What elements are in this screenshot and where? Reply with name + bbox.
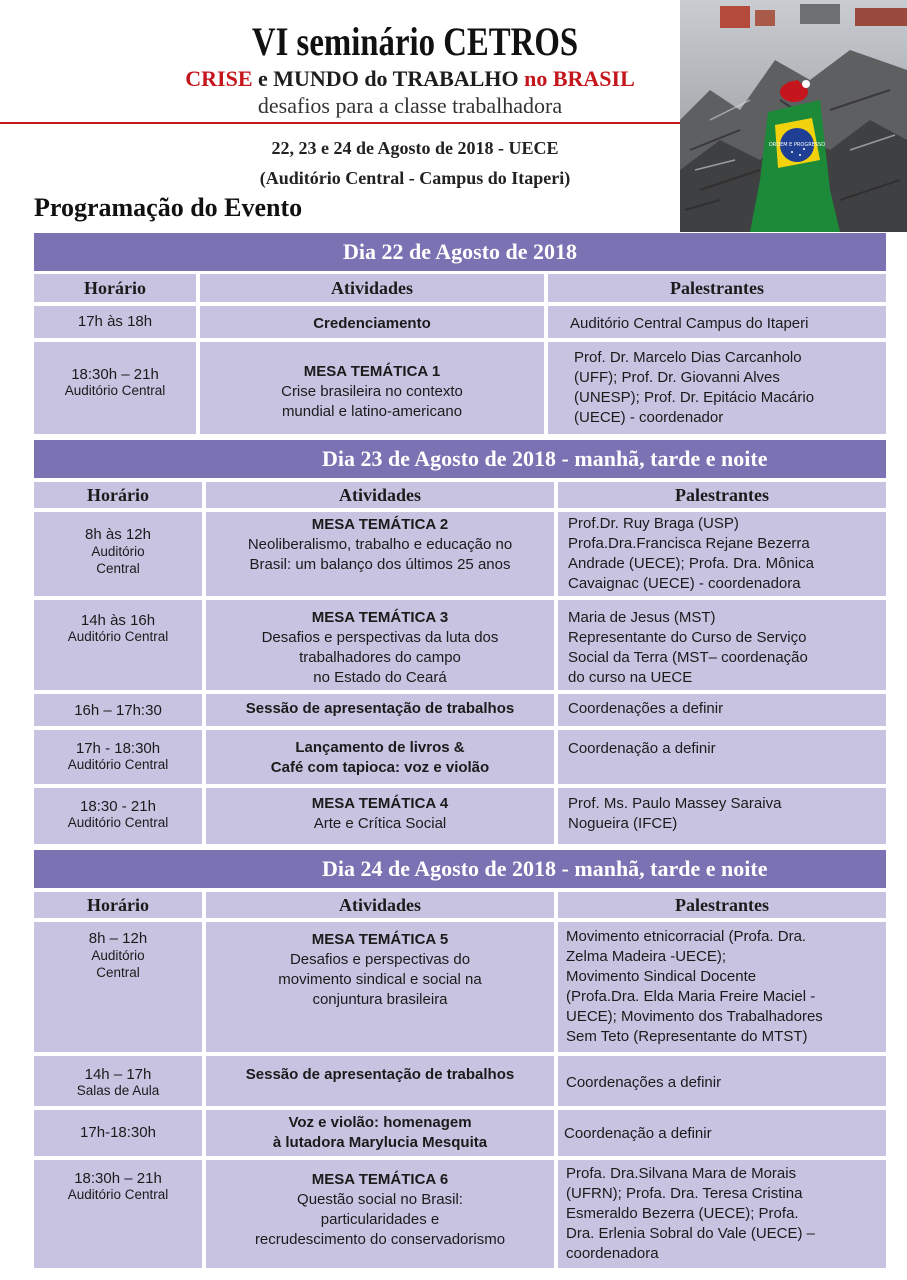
column-header-time: Horário [34, 274, 196, 302]
subtitle-word: MUNDO [273, 66, 359, 91]
speaker-line: (UFF); Prof. Dr. Giovanni Alves [574, 369, 780, 386]
speaker-line: (UNESP); Prof. Dr. Epitácio Macário [574, 389, 815, 406]
time-cell [34, 730, 202, 784]
speakers-cell [558, 922, 886, 1052]
speaker-line: Prof. Dr. Marcelo Dias Carcanholo [574, 349, 802, 366]
place-text: Auditório Central [67, 815, 169, 830]
speaker-line: Social da Terra (MST– coordenação [568, 649, 808, 666]
activity-cell [206, 694, 554, 726]
activity-cell [206, 1160, 554, 1268]
place-text: Salas de Aula [76, 1083, 160, 1098]
time-text: 18:30 - 21h [80, 798, 156, 815]
time-text: 14h às 16h [80, 612, 156, 629]
speaker-line: Prof.Dr. Ruy Braga (USP) [568, 515, 739, 532]
time-text: 17h - 18:30h [75, 740, 161, 757]
column-header-time: Horário [34, 892, 202, 918]
activity-title: Sessão de apresentação de trabalhos [245, 700, 515, 717]
subtitle-word: CRISE [185, 66, 253, 91]
speakers-cell [558, 1110, 886, 1156]
speakers-cell [558, 730, 886, 784]
event-dates: 22, 23 e 24 de Agosto de 2018 - UECE [271, 138, 559, 158]
activity-title: Lançamento de livros & [295, 739, 465, 756]
activity-desc: à lutadora Marylucia Mesquita [272, 1134, 488, 1151]
speaker-line: Coordenação a definir [568, 740, 716, 757]
column-header-speakers: Palestrantes [548, 274, 886, 302]
speaker-line: Zelma Madeira -UECE); [566, 948, 727, 965]
time-cell [34, 342, 196, 434]
time-cell [34, 694, 202, 726]
time-text: 17h-18:30h [80, 1124, 156, 1141]
activity-title: MESA TEMÁTICA 3 [311, 609, 449, 626]
day-1-banner [34, 233, 886, 271]
speakers-cell [558, 788, 886, 844]
time-text: 14h – 17h [84, 1066, 152, 1083]
speaker-line: Cavaignac (UECE) - coordenadora [568, 575, 801, 592]
column-header-activities: Atividades [200, 274, 544, 302]
day-3-banner [34, 850, 886, 888]
day-title: Dia 24 de Agosto de 2018 - manhã, tarde e noite [322, 856, 768, 881]
time-text: 17h às 18h [77, 313, 153, 330]
speaker-line: Coordenação a definir [564, 1125, 712, 1142]
activity-cell [206, 1110, 554, 1156]
time-cell [34, 1110, 202, 1156]
activity-title: Credenciamento [313, 315, 431, 332]
activity-desc: conjuntura brasileira [312, 991, 448, 1008]
activity-title: Voz e violão: homenagem [288, 1114, 472, 1131]
speakers-cell [558, 600, 886, 690]
speaker-line: Profa.Dra.Francisca Rejane Bezerra [568, 535, 810, 552]
activity-title: MESA TEMÁTICA 4 [311, 795, 449, 812]
time-text: 8h às 12h [85, 526, 151, 543]
speaker-line: Auditório Central Campus do Itaperi [570, 315, 809, 332]
place-text: Auditório Central [67, 629, 169, 644]
day-2-table [34, 482, 886, 844]
speaker-line: Prof. Ms. Paulo Massey Saraiva [568, 795, 782, 812]
place-text: Auditório Central [91, 544, 145, 576]
activity-desc: Neoliberalismo, trabalho e educação no [247, 536, 513, 553]
flag-motto: ORDEM E PROGRESSO [768, 142, 826, 148]
speakers-cell [558, 1160, 886, 1268]
speaker-line: Sem Teto (Representante do MTST) [566, 1028, 808, 1045]
activity-cell [206, 730, 554, 784]
time-text: 18:30h – 21h [71, 366, 159, 383]
speakers-cell [548, 342, 886, 434]
column-header-time: Horário [34, 482, 202, 508]
speaker-line: Coordenações a definir [568, 700, 724, 717]
activity-desc: Brasil: um balanço dos últimos 25 anos [249, 556, 511, 573]
day-3-table [34, 892, 886, 1268]
column-header-speakers: Palestrantes [558, 892, 886, 918]
speaker-line: Coordenações a definir [566, 1074, 722, 1091]
speakers-cell [558, 1056, 886, 1106]
speaker-line: Movimento etnicorracial (Profa. Dra. [566, 928, 807, 945]
column-header-activities: Atividades [206, 482, 554, 508]
day-1-table [34, 274, 886, 436]
column-header-speakers: Palestrantes [558, 482, 886, 508]
activity-desc: Desafios e perspectivas da luta dos [261, 629, 499, 646]
place-text: Auditório Central [91, 948, 145, 980]
program-title: Programação do Evento [34, 193, 303, 222]
day-2-banner [34, 440, 886, 478]
header-divider [0, 122, 700, 124]
activity-desc: Café com tapioca: voz e violão [270, 759, 490, 776]
activity-desc: Arte e Crítica Social [313, 815, 447, 832]
place-text: Auditório Central [64, 383, 166, 398]
speaker-line: Maria de Jesus (MST) [568, 609, 716, 626]
header [0, 0, 907, 232]
speaker-line: (UFRN); Profa. Dra. Teresa Cristina [566, 1185, 803, 1202]
subtitle-word: TRABALHO [392, 66, 519, 91]
speaker-line: do curso na UECE [568, 669, 693, 686]
activity-cell [206, 1056, 554, 1106]
time-text: 16h – 17h:30 [74, 702, 162, 719]
header-photo [680, 0, 907, 232]
activity-desc: movimento sindical e social na [278, 971, 482, 988]
speaker-line: Representante do Curso de Serviço [568, 629, 807, 646]
subtitle-word: BRASIL [552, 66, 635, 91]
speakers-cell [558, 512, 886, 596]
time-cell [34, 922, 202, 1052]
activity-title: MESA TEMÁTICA 1 [303, 363, 441, 380]
activity-cell [206, 600, 554, 690]
time-cell [34, 306, 196, 338]
rubble-photo-illustration [680, 0, 907, 232]
activity-cell [200, 342, 544, 434]
activity-cell [200, 306, 544, 338]
speakers-cell [558, 694, 886, 726]
day-title: Dia 23 de Agosto de 2018 - manhã, tarde e noite [322, 446, 768, 471]
activity-desc: recrudescimento do conservadorismo [254, 1231, 506, 1248]
time-text: 18:30h – 21h [74, 1170, 162, 1187]
activity-desc: no Estado do Ceará [313, 669, 447, 686]
activity-desc: trabalhadores do campo [299, 649, 461, 666]
activity-desc: Questão social no Brasil: [297, 1191, 463, 1208]
activity-title: Sessão de apresentação de trabalhos [245, 1066, 515, 1083]
speaker-line: (UECE) - coordenador [574, 409, 724, 426]
speaker-line: Esmeraldo Bezerra (UECE); Profa. [566, 1205, 799, 1222]
activity-desc: Crise brasileira no contexto [281, 383, 463, 400]
event-venue: (Auditório Central - Campus do Itaperi) [259, 168, 571, 188]
time-cell [34, 788, 202, 844]
activity-cell [206, 922, 554, 1052]
speaker-line: Movimento Sindical Docente [566, 968, 757, 985]
activity-title: MESA TEMÁTICA 2 [311, 516, 449, 533]
time-cell [34, 600, 202, 690]
time-text: 8h – 12h [88, 930, 148, 947]
activity-desc: mundial e latino-americano [281, 403, 463, 420]
event-title: VI seminário CETROS [251, 19, 579, 64]
subtitle-word: do [358, 66, 393, 91]
day-title: Dia 22 de Agosto de 2018 [342, 239, 578, 264]
subtitle-word: no [518, 66, 553, 91]
activity-cell [206, 788, 554, 844]
speaker-line: Andrade (UECE); Profa. Dra. Mônica [568, 555, 814, 572]
subtitle-word: e [252, 66, 274, 91]
speaker-line: Nogueira (IFCE) [568, 815, 678, 832]
speaker-line: Profa. Dra.Silvana Mara de Morais [566, 1165, 797, 1182]
place-text: Auditório Central [67, 1187, 169, 1202]
activity-cell [206, 512, 554, 596]
time-cell [34, 1160, 202, 1268]
event-tagline: desafios para a classe trabalhadora [257, 93, 563, 118]
speaker-line: Dra. Erlenia Sobral do Vale (UECE) – [566, 1225, 815, 1242]
speaker-line: (Profa.Dra. Elda Maria Freire Maciel - [566, 988, 816, 1005]
time-cell [34, 1056, 202, 1106]
place-text: Auditório Central [67, 757, 169, 772]
activity-title: MESA TEMÁTICA 5 [311, 931, 449, 948]
activity-desc: particularidades e [320, 1211, 440, 1228]
activity-desc: Desafios e perspectivas do [289, 951, 471, 968]
speaker-line: UECE); Movimento dos Trabalhadores [566, 1008, 823, 1025]
time-cell [34, 512, 202, 596]
column-header-activities: Atividades [206, 892, 554, 918]
speakers-cell [548, 306, 886, 338]
speaker-line: coordenadora [566, 1245, 659, 1262]
activity-title: MESA TEMÁTICA 6 [311, 1171, 449, 1188]
